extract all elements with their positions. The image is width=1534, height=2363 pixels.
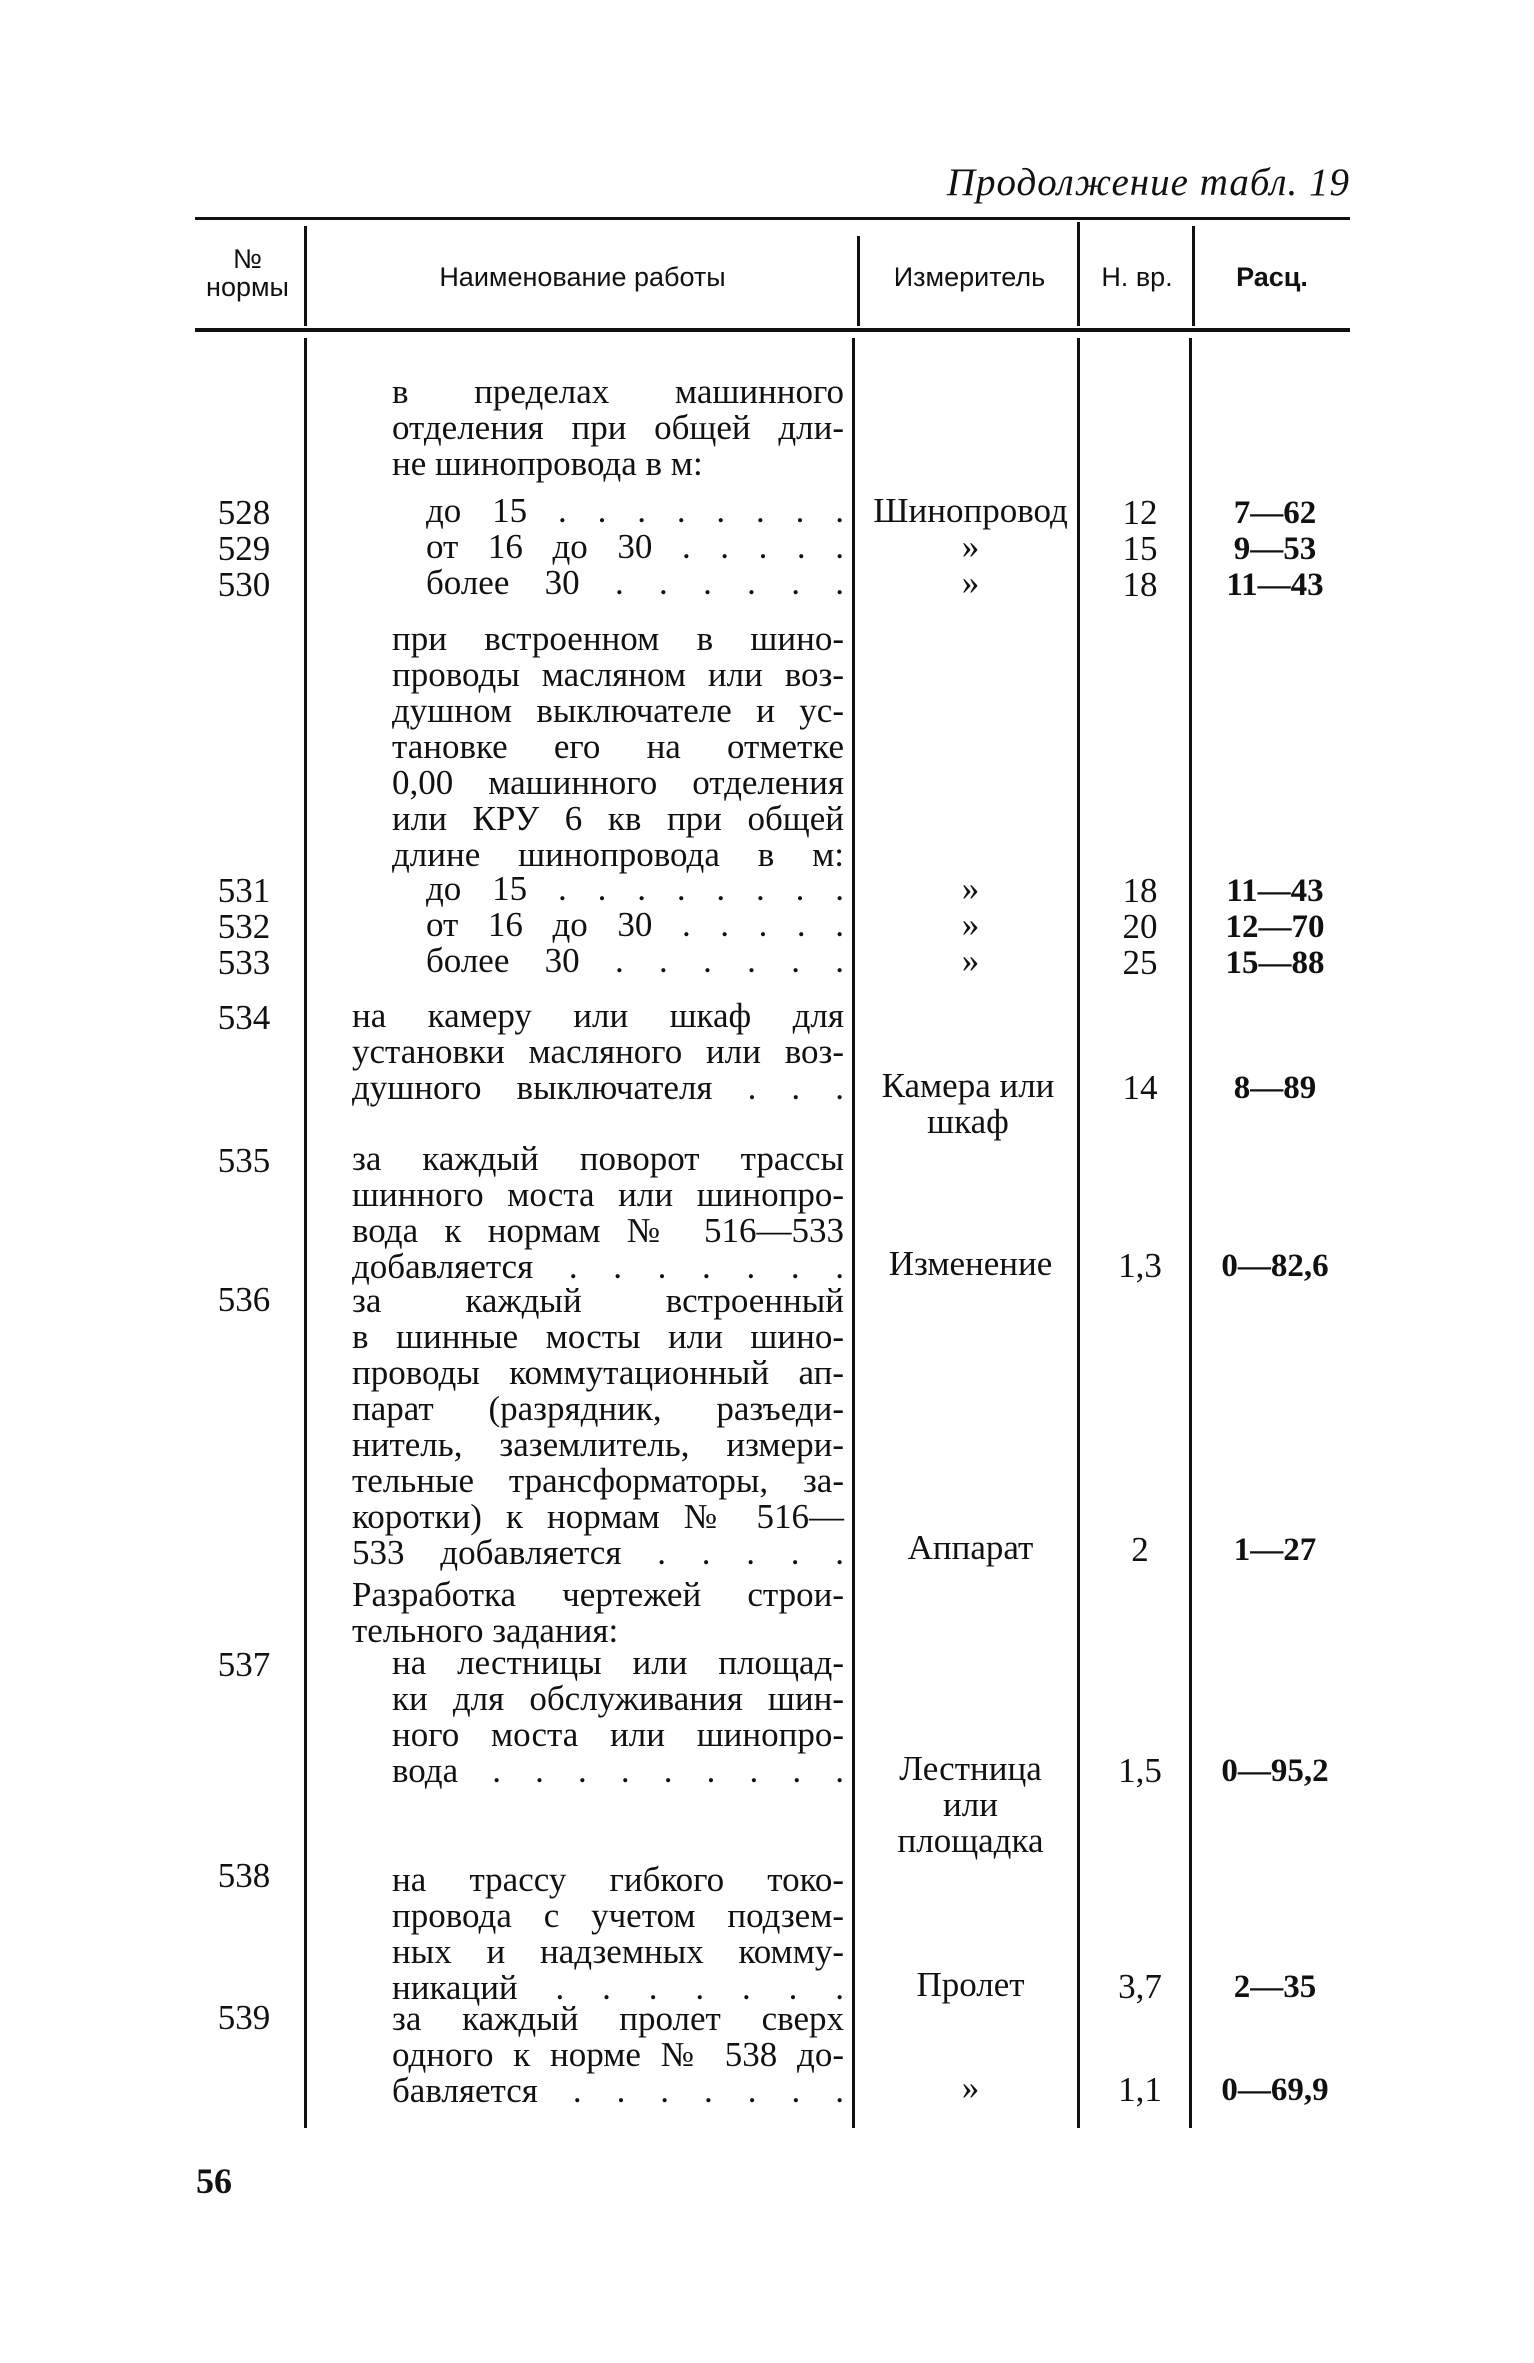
header-measure: Измеритель — [893, 262, 1046, 292]
measure-unit: Аппарат — [907, 1528, 1034, 1567]
measure-unit: » — [961, 527, 980, 566]
measure-unit: » — [961, 869, 980, 908]
rate-value: 0—82,6 — [1221, 1248, 1329, 1284]
norm-time: 15 — [1122, 529, 1158, 568]
measure-unit: » — [961, 905, 980, 944]
norm-time: 2 — [1131, 1530, 1149, 1569]
norm-time: 1,3 — [1118, 1246, 1162, 1285]
norm-time: 18 — [1122, 871, 1158, 910]
measure-unit: Изменение — [888, 1244, 1053, 1283]
header-divider — [304, 226, 307, 326]
norm-number: 534 — [217, 998, 271, 1037]
work-description: на лестницы или площад- ки для обслуживания шин- ного моста или шинопро- вода . . . . . . . . . — [392, 1643, 844, 1790]
rate-value: 11—43 — [1226, 567, 1324, 603]
measure-unit: Камера или шкаф — [881, 1066, 1055, 1141]
header-norm: № нормы — [206, 244, 289, 302]
header-name: Наименование работы — [439, 262, 726, 292]
work-description: за каждый поворот трассы шинного моста или шинопро- вода к нормам № 516—533 добавляется . . . . . . . — [352, 1139, 844, 1286]
measure-unit: Лестница или площадка — [897, 1749, 1044, 1860]
work-description: на камеру или шкаф для установки масляного или воз- душного выключателя . . . — [352, 996, 844, 1107]
header-divider — [1077, 222, 1080, 326]
rate-value: 0—95,2 — [1221, 1753, 1329, 1789]
work-description: за каждый пролет сверх одного к норме № 538 до- бавляется . . . . . . . — [392, 1999, 844, 2110]
work-description: за каждый встроенный в шинные мосты или шино- проводы коммутационный ап- парат (разрядник, разъеди- нитель, заземлитель, измери- тельные трансформаторы, за- коротки) к нормам № 516— 533 добавляется . . . . . — [352, 1281, 844, 1572]
measure-unit: » — [961, 563, 980, 602]
norm-time: 3,7 — [1118, 1967, 1162, 2006]
norm-number: 538 — [217, 1856, 271, 1895]
rate-value: 9—53 — [1233, 531, 1317, 567]
column-divider — [304, 338, 307, 2128]
norm-time: 12 — [1122, 493, 1158, 532]
norm-number: 530 — [217, 565, 271, 604]
column-divider — [1077, 338, 1080, 2128]
rate-value: 11—43 — [1226, 873, 1324, 909]
rate-value: 2—35 — [1233, 1969, 1317, 2005]
rate-value: 15—88 — [1225, 945, 1325, 981]
norm-number: 539 — [217, 1998, 271, 2037]
norm-time: 1,1 — [1118, 2070, 1162, 2109]
norm-time: 1,5 — [1118, 1751, 1162, 1790]
norm-time: 14 — [1122, 1068, 1158, 1107]
page-number: 56 — [196, 2161, 232, 2201]
work-description: при встроенном в шино- проводы масляном или воз- душном выключателе и ус- тановке его на отметке 0,00 машинного отделения или КРУ 6 кв при общей длине шинопровода в м: — [392, 619, 844, 874]
norm-number: 531 — [217, 871, 271, 910]
norm-time: 25 — [1122, 943, 1158, 982]
header-divider — [1192, 226, 1195, 326]
rate-value: 12—70 — [1225, 909, 1325, 945]
rate-value: 8—89 — [1233, 1070, 1317, 1106]
work-description: до 15 . . . . . . . . от 16 до 30 . . . . . более 30 . . . . . . — [426, 869, 844, 980]
measure-unit: Шинопровод — [873, 491, 1068, 530]
header-rate: Расц. — [1236, 262, 1308, 292]
norm-number: 537 — [217, 1645, 271, 1684]
column-divider — [852, 338, 855, 2128]
rate-value: 1—27 — [1233, 1532, 1317, 1568]
measure-unit: Пролет — [916, 1965, 1025, 2004]
measure-unit: » — [961, 941, 980, 980]
header-bottom-rule — [195, 328, 1350, 332]
norm-time: 18 — [1122, 565, 1158, 604]
header-time: Н. вр. — [1101, 262, 1173, 292]
header-divider — [857, 236, 860, 326]
norm-number: 528 — [217, 493, 271, 532]
norm-number: 535 — [217, 1141, 271, 1180]
norm-number: 532 — [217, 907, 271, 946]
norm-number: 529 — [217, 529, 271, 568]
rate-value: 0—69,9 — [1221, 2072, 1329, 2108]
work-description: до 15 . . . . . . . . от 16 до 30 . . . . . более 30 . . . . . . — [426, 491, 844, 602]
norm-time: 20 — [1122, 907, 1158, 946]
norm-number: 533 — [217, 943, 271, 982]
norm-number: 536 — [217, 1280, 271, 1319]
work-description: на трассу гибкого токо- провода с учетом подзем- ных и надземных комму- никаций . . . . . . . — [392, 1860, 844, 2007]
column-divider — [1189, 338, 1192, 2128]
rate-value: 7—62 — [1233, 495, 1317, 531]
header-top-rule — [195, 217, 1350, 220]
work-description: в пределах машинного отделения при общей дли- не шинопровода в м: — [392, 372, 844, 483]
section-heading: Разработка чертежей строи- тельного задания: — [352, 1575, 844, 1650]
measure-unit: » — [961, 2068, 980, 2107]
table-caption: Продолжение табл. 19 — [946, 161, 1350, 204]
